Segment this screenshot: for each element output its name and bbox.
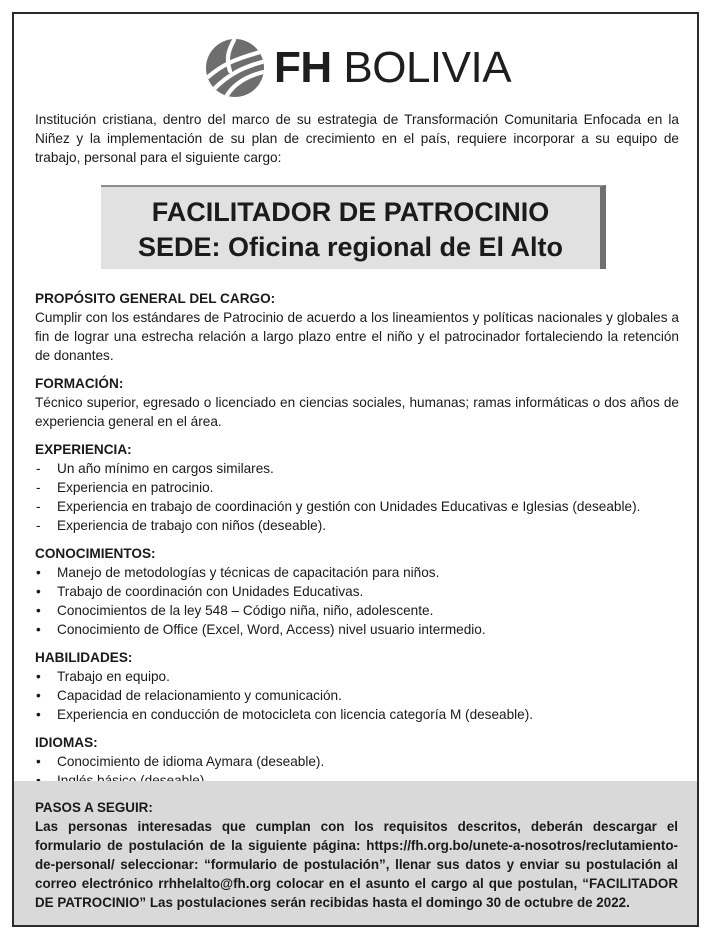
intro-paragraph: Institución cristiana, dentro del marco de su estrategia de Transformación Comunitaria Enfocada en la Niñez y la implementación de su plan de crecimiento en el país, requiere incorporar a su equipo de trabajo, personal para el siguiente cargo: [35,112,679,165]
position-location: SEDE: Oficina regional de El Alto [137,232,564,262]
list-item: • Manejo de metodologías y técnicas de capacitación para niños. [36,565,440,580]
list-item: - Experiencia en trabajo de coordinación y gestión con Unidades Educativas e Iglesias (deseable). [36,499,641,514]
bullet-icon: • [36,707,41,722]
position-title: FACILITADOR DE PATROCINIO [151,197,550,227]
experiencia-list [35,459,679,535]
bullet-icon: • [36,754,41,769]
list-marker: - [36,518,41,533]
list-item: • Capacidad de relacionamiento y comunicación. [36,688,342,703]
list-item: • Conocimiento de idioma Aymara (deseable). [36,754,325,769]
steps-footer [14,781,697,925]
bullet-icon: • [36,603,41,618]
list-item: • Conocimiento de Office (Excel, Word, Access) nivel usuario intermedio. [36,622,486,637]
list-marker: - [36,499,41,514]
footer-title: PASOS A SEGUIR: [35,800,153,815]
section-formacion [35,374,679,431]
list-marker: - [36,461,41,476]
brand-name: FH BOLIVIA [274,43,512,92]
conocimientos-list [35,563,679,639]
bullet-icon: • [36,565,41,580]
list-item: • Trabajo de coordinación con Unidades Educativas. [36,584,364,599]
position-title-box [101,185,606,269]
bullet-icon: • [36,688,41,703]
list-item: - Un año mínimo en cargos similares. [36,461,274,476]
list-item: • Trabajo en equipo. [36,669,170,684]
logo [204,36,511,100]
section-text: Cumplir con los estándares de Patrocinio de acuerdo a los lineamientos y políticas nacionales y globales a fin de lograr una estrecha relación a largo plazo entre el niño y el patrocinador fortaleciendo la retención de donantes. [35,310,679,363]
list-item: • Experiencia en conducción de motocicleta con licencia categoría M (deseable). [36,707,534,722]
section-title: PROPÓSITO GENERAL DEL CARGO: [35,291,276,306]
section-title: IDIOMAS: [35,735,98,750]
list-item: - Experiencia en patrocinio. [36,480,214,495]
section-conocimientos [35,544,679,639]
globe-icon [204,37,266,99]
list-item: - Experiencia de trabajo con niños (deseable). [36,518,327,533]
section-habilidades [35,648,679,724]
list-item: • Conocimientos de la ley 548 – Código niña, niño, adolescente. [36,603,434,618]
section-title: CONOCIMIENTOS: [35,546,156,561]
footer-text: Las personas interesadas que cumplan con los requisitos descritos, deberán descargar el formulario de postulación de la siguiente página: https://fh.org.bo/unete-a-nosotros/reclutamiento-de-personal/ seleccionar: “formulario de postulación”, llenar sus datos y enviar su postulación al correo electrónico rrhhelalto@fh.org colocar en el asunto el cargo al que postulan, “FACILITADOR DE PATROCINIO” Las postulaciones serán recibidas hasta el domingo 30 de octubre de 2022. [35,819,678,910]
section-title: HABILIDADES: [35,650,133,665]
section-proposito [35,289,679,365]
bullet-icon: • [36,669,41,684]
section-text: Técnico superior, egresado o licenciado en ciencias sociales, humanas; ramas informáticas o dos años de experiencia general en el área. [35,395,679,429]
bullet-icon: • [36,622,41,637]
habilidades-list [35,667,679,724]
job-posting-frame [12,12,699,927]
list-marker: - [36,480,41,495]
bullet-icon: • [36,584,41,599]
section-title: EXPERIENCIA: [35,442,132,457]
section-experiencia [35,440,679,535]
requirements-body [35,289,679,799]
section-title: FORMACIÓN: [35,376,124,391]
